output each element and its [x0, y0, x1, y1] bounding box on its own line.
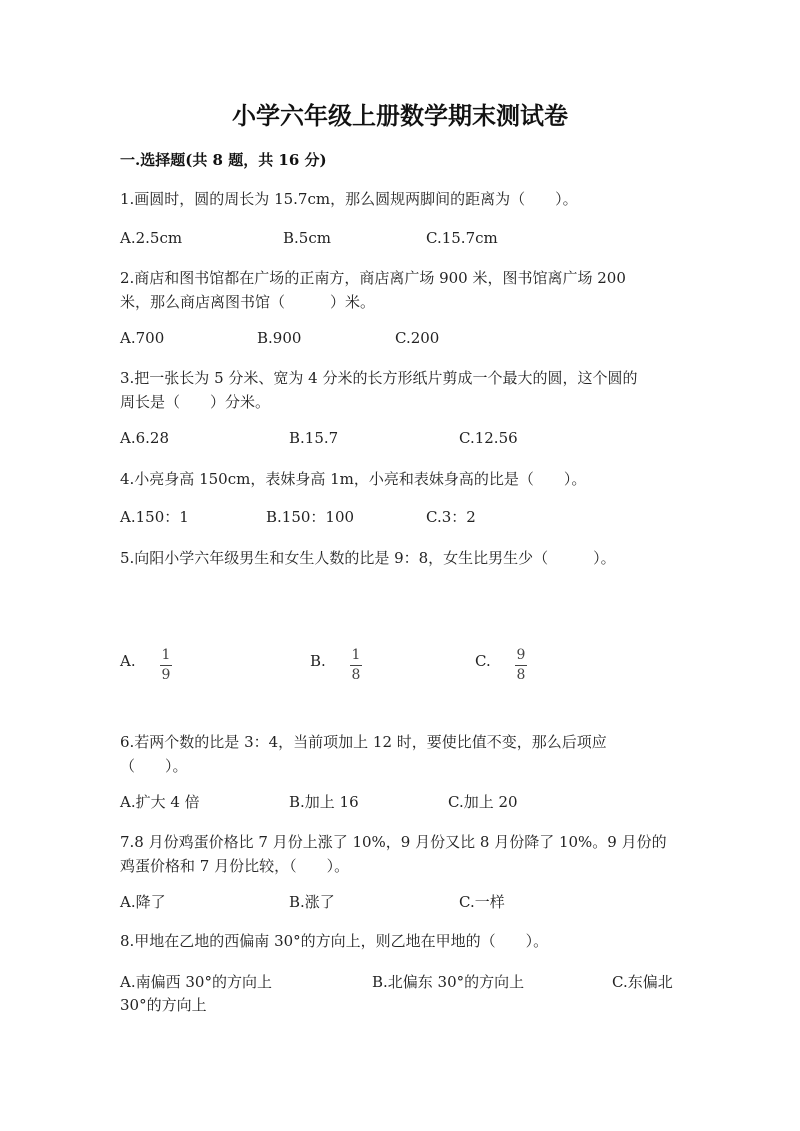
question-5 — [120, 546, 680, 570]
q3-option-b: B.15.7 — [289, 429, 339, 447]
q5-option-c-denominator: 8 — [516, 667, 526, 683]
question-7-line-1: 7.8 月份鸡蛋价格比 7 月份上涨了 10%，9 月份又比 8 月份降了 10%。9 月份的 — [120, 833, 667, 851]
q5-option-b-denominator: 8 — [351, 667, 361, 683]
q3-option-a: A.6.28 — [120, 429, 169, 447]
q7-option-b: B.涨了 — [289, 893, 335, 911]
section-header: 一.选择题(共 8 题，共 16 分) — [120, 151, 327, 169]
q7-option-c: C.一样 — [459, 893, 505, 911]
q8-option-b: B.北偏东 30°的方向上 — [372, 973, 525, 991]
q5-option-a-denominator: 9 — [161, 667, 171, 683]
question-2-line-1: 2.商店和图书馆都在广场的正南方，商店离广场 900 米，图书馆离广场 200 — [120, 269, 626, 287]
fraction-bar — [515, 665, 527, 666]
question-6-line-2: （ ）。 — [120, 757, 188, 775]
q1-option-c: C.15.7cm — [426, 229, 498, 247]
question-1 — [120, 187, 680, 211]
fraction-bar — [160, 665, 172, 666]
q8-option-c: C.东偏北 — [612, 973, 673, 991]
q5-option-a-numerator: 1 — [161, 647, 171, 663]
q6-option-c: C.加上 20 — [448, 793, 518, 811]
question-8 — [120, 929, 680, 953]
question-3-line-2: 周长是（ ）分米。 — [120, 393, 271, 411]
question-3 — [120, 366, 680, 414]
question-4-text: 4.小亮身高 150cm，表妹身高 1m，小亮和表妹身高的比是（ ）。 — [120, 470, 587, 488]
question-6-line-1: 6.若两个数的比是 3：4，当前项加上 12 时，要使比值不变，那么后项应 — [120, 733, 607, 751]
q5-option-b-label: B. — [310, 652, 326, 670]
fraction-bar — [350, 665, 362, 666]
q8-option-c-continued: 30°的方向上 — [120, 996, 207, 1014]
question-5-text: 5.向阳小学六年级男生和女生人数的比是 9：8，女生比男生少（ ）。 — [120, 549, 616, 567]
q3-option-c: C.12.56 — [459, 429, 518, 447]
page-title: 小学六年级上册数学期末测试卷 — [232, 101, 568, 130]
question-8-text: 8.甲地在乙地的西偏南 30°的方向上，则乙地在甲地的（ ）。 — [120, 932, 549, 950]
question-2 — [120, 266, 680, 314]
question-7 — [120, 830, 680, 878]
q5-option-a-label: A. — [120, 652, 136, 670]
q1-option-b: B.5cm — [283, 229, 331, 247]
q4-option-a: A.150：1 — [120, 508, 189, 526]
question-6 — [120, 730, 680, 778]
q6-option-b: B.加上 16 — [289, 793, 359, 811]
question-4 — [120, 467, 680, 491]
q5-option-c-numerator: 9 — [516, 647, 526, 663]
q5-option-c-fraction — [515, 648, 527, 683]
q8-option-a: A.南偏西 30°的方向上 — [120, 973, 272, 991]
q4-option-c: C.3：2 — [426, 508, 476, 526]
q5-option-b-fraction — [350, 648, 362, 683]
question-3-line-1: 3.把一张长为 5 分米、宽为 4 分米的长方形纸片剪成一个最大的圆，这个圆的 — [120, 369, 638, 387]
q5-option-c-label: C. — [475, 652, 491, 670]
q2-option-c: C.200 — [395, 329, 440, 347]
q1-option-a: A.2.5cm — [120, 229, 183, 247]
q6-option-a: A.扩大 4 倍 — [120, 793, 200, 811]
q7-option-a: A.降了 — [120, 893, 166, 911]
question-7-line-2: 鸡蛋价格和 7 月份比较，（ ）。 — [120, 857, 350, 875]
question-2-line-2: 米，那么商店离图书馆（ ）米。 — [120, 293, 376, 311]
question-1-text: 1.画圆时，圆的周长为 15.7cm，那么圆规两脚间的距离为（ ）。 — [120, 190, 578, 208]
q2-option-b: B.900 — [257, 329, 302, 347]
q4-option-b: B.150：100 — [266, 508, 355, 526]
q5-option-a-fraction — [160, 648, 172, 683]
q2-option-a: A.700 — [120, 329, 165, 347]
q5-option-b-numerator: 1 — [351, 647, 361, 663]
